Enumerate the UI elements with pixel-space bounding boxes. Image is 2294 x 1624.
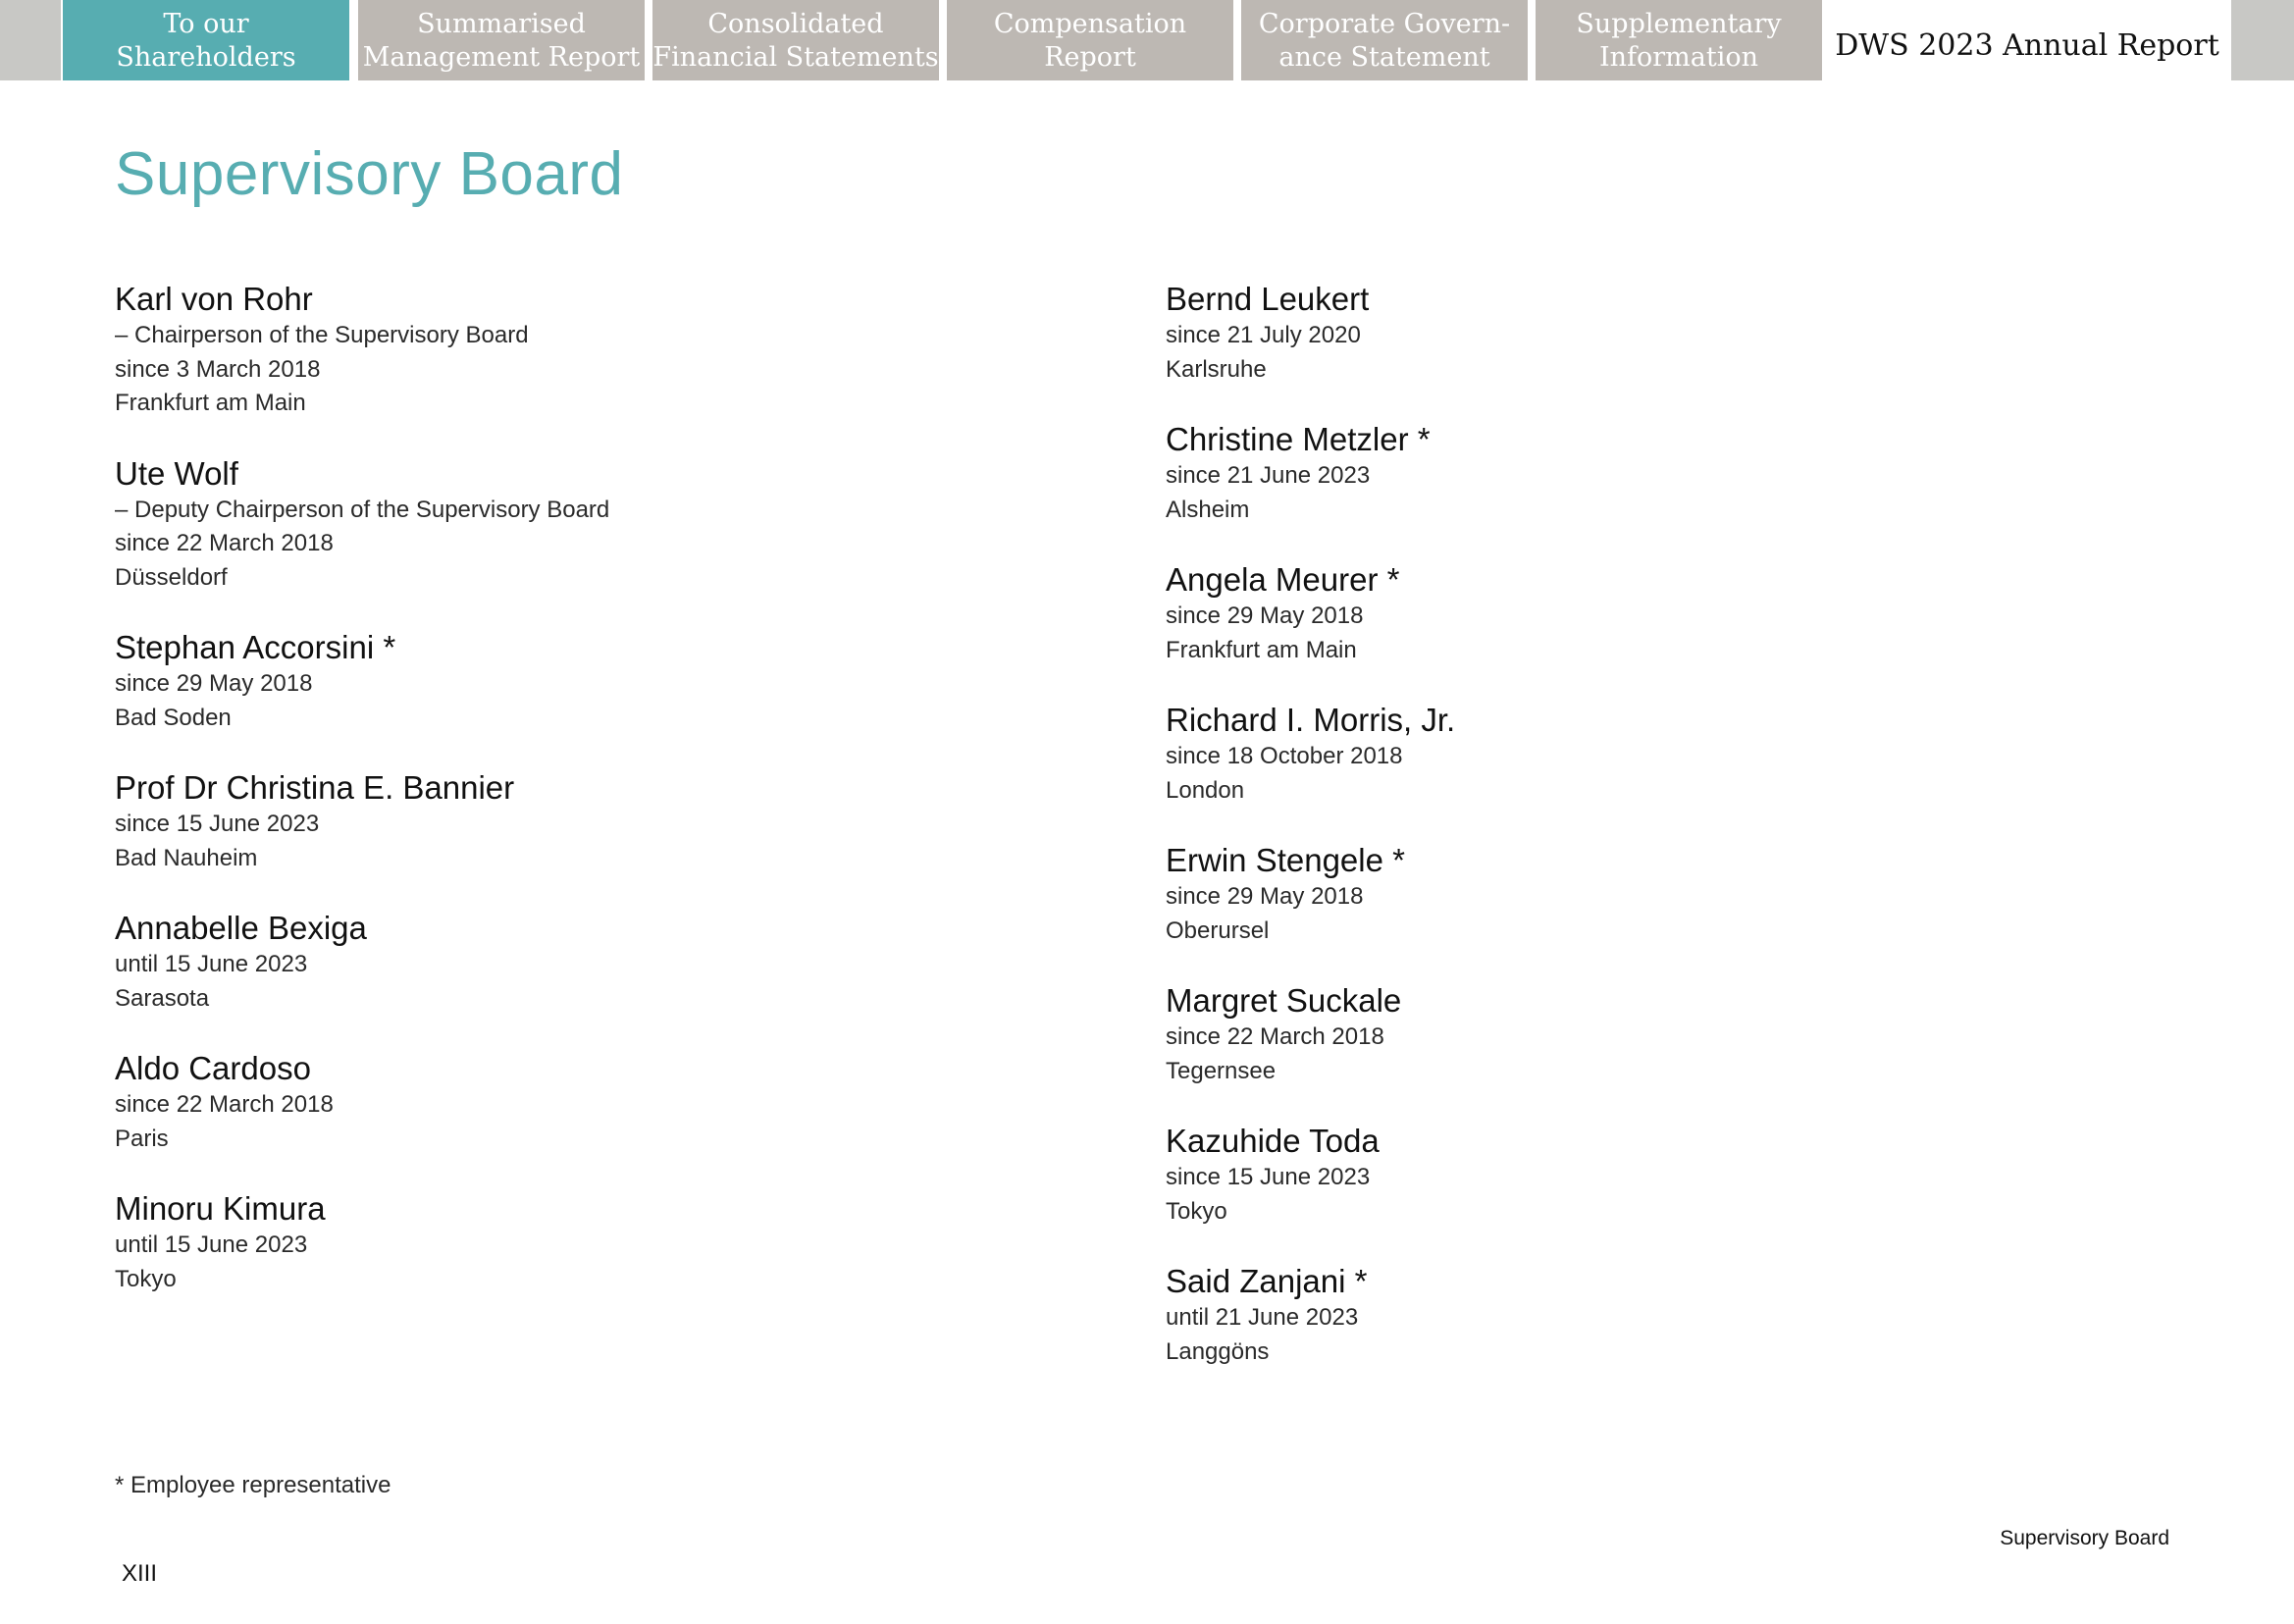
member-name: Kazuhide Toda [1166, 1123, 1380, 1159]
member-tenure: until 21 June 2023 [1166, 1304, 1359, 1331]
member-location: London [1166, 776, 1245, 804]
member-role: – Deputy Chairperson of the Supervisory Board [115, 496, 610, 523]
member-entry [115, 1189, 609, 1296]
top-navigation [0, 0, 2294, 80]
page-title: Supervisory Board [115, 140, 624, 208]
member-entry [1166, 560, 1455, 667]
member-name: Stephan Accorsini * [115, 629, 396, 665]
member-name: Karl von Rohr [115, 281, 313, 317]
section-footer: Supervisory Board [2000, 1527, 2169, 1549]
member-location: Frankfurt am Main [115, 390, 306, 416]
tab-to-our-shareholders[interactable]: To our Shareholders [63, 0, 349, 80]
member-entry [115, 909, 609, 1016]
member-name: Margret Suckale [1166, 982, 1402, 1019]
member-name: Richard I. Morris, Jr. [1166, 702, 1456, 738]
member-tenure: since 29 May 2018 [1166, 602, 1364, 629]
member-tenure: since 18 October 2018 [1166, 743, 1403, 769]
member-tenure: since 21 July 2020 [1166, 322, 1361, 348]
members-column-right [1166, 280, 1455, 1402]
member-entry [1166, 1122, 1455, 1229]
member-role: – Chairperson of the Supervisory Board [115, 322, 529, 348]
member-name: Angela Meurer * [1166, 561, 1400, 598]
page-number: XIII [122, 1560, 158, 1587]
member-tenure: since 29 May 2018 [115, 670, 313, 697]
nav-end-cap-right [2231, 0, 2294, 80]
member-location: Oberursel [1166, 917, 1270, 944]
member-name: Erwin Stengele * [1166, 842, 1405, 878]
member-entry [115, 768, 609, 875]
members-column-left [115, 280, 609, 1330]
member-location: Bad Nauheim [115, 844, 258, 871]
member-tenure: since 15 June 2023 [1166, 1164, 1371, 1190]
tab-supplementary-information[interactable]: Supplementary Information [1536, 0, 1822, 80]
member-entry [1166, 701, 1455, 808]
member-entry [1166, 280, 1455, 387]
member-tenure: since 15 June 2023 [115, 811, 320, 837]
member-location: Paris [115, 1125, 169, 1152]
member-entry [1166, 981, 1455, 1088]
member-entry [115, 454, 609, 596]
member-name: Ute Wolf [115, 454, 238, 492]
member-location: Tegernsee [1166, 1057, 1277, 1084]
tab-compensation-report[interactable]: Compensation Report [947, 0, 1233, 80]
member-entry [115, 628, 609, 735]
member-name: Prof Dr Christina E. Bannier [115, 769, 515, 806]
nav-end-cap-left [0, 0, 61, 80]
member-location: Tokyo [115, 1265, 177, 1292]
tab-consolidated-financial-statements[interactable]: Consolidated Financial Statements [652, 0, 939, 80]
member-location: Langgöns [1166, 1337, 1270, 1365]
member-location: Tokyo [1166, 1197, 1227, 1225]
member-name: Bernd Leukert [1166, 281, 1370, 317]
member-tenure: since 22 March 2018 [1166, 1023, 1384, 1050]
member-entry [1166, 420, 1455, 527]
member-name: Aldo Cardoso [115, 1050, 311, 1086]
report-title: DWS 2023 Annual Report [1835, 27, 2219, 63]
member-location: Alsheim [1166, 496, 1250, 523]
member-location: Sarasota [115, 984, 210, 1012]
member-tenure: since 22 March 2018 [115, 1091, 334, 1118]
member-location: Bad Soden [115, 704, 232, 731]
member-name: Christine Metzler * [1166, 421, 1431, 457]
member-name: Annabelle Bexiga [115, 910, 367, 946]
member-tenure: since 29 May 2018 [1166, 883, 1364, 910]
member-entry [115, 280, 609, 421]
member-location: Frankfurt am Main [1166, 636, 1357, 663]
member-tenure: since 3 March 2018 [115, 355, 321, 383]
footnote: * Employee representative [115, 1472, 391, 1498]
member-tenure: since 22 March 2018 [115, 530, 334, 556]
member-location: Karlsruhe [1166, 355, 1267, 383]
member-entry [1166, 841, 1455, 948]
member-tenure: until 15 June 2023 [115, 951, 308, 977]
member-tenure: until 15 June 2023 [115, 1231, 308, 1258]
member-location: Düsseldorf [115, 563, 228, 591]
tab-corporate-governance-statement[interactable]: Corporate Govern- ance Statement [1241, 0, 1528, 80]
member-tenure: since 21 June 2023 [1166, 462, 1371, 489]
member-name: Minoru Kimura [115, 1190, 326, 1227]
member-entry [1166, 1262, 1455, 1369]
tab-summarised-management-report[interactable]: Summarised Management Report [358, 0, 645, 80]
member-entry [115, 1049, 609, 1156]
member-name: Said Zanjani * [1166, 1263, 1368, 1299]
